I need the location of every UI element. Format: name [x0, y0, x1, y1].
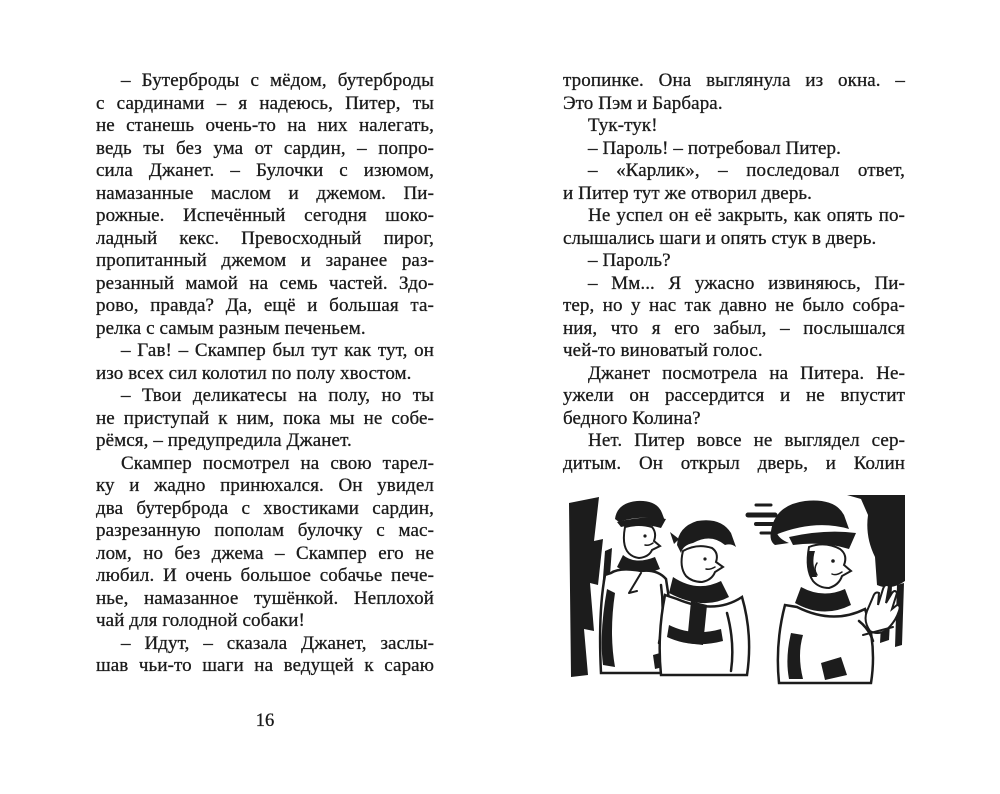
text-line: чей-то виноватый голос.	[563, 340, 763, 361]
text-line: – Пароль! – потребовал Питер.	[588, 137, 842, 159]
text-line: – Пароль?	[588, 250, 671, 271]
text-line: рёмся, – предупредила Джанет.	[96, 430, 352, 451]
text-line: изо всех сил колотил по полу хвостом.	[96, 362, 412, 384]
text-line: Нет. Питер вовсе не выглядел сер-	[588, 430, 905, 451]
text-line: пропитанный джемом и заранее раз-	[96, 250, 434, 271]
text-line: рожные. Испечённый сегодня шоко-	[96, 205, 434, 226]
text-line: ния, что я его забыл, – послышался	[563, 317, 905, 339]
text-line: ужели он рассердится и не впустит	[563, 385, 905, 406]
text-line: резанный мамой на семь частей. Здо-	[96, 272, 434, 294]
text-line: с сардинами – я надеюсь, Питер, ты	[96, 92, 434, 114]
text-line: рово, правда? Да, ещё и большая та-	[96, 295, 434, 316]
text-line: не станешь очень-то на них налегать,	[96, 115, 434, 136]
text-line: разрезанную пополам булочку с мас-	[96, 520, 434, 541]
text-line: ку и жадно принюхался. Он увидел	[96, 475, 434, 496]
text-line: – Бутерброды с мёдом, бутерброды	[121, 70, 434, 91]
text-line: Не успел он её закрыть, как опять по-	[588, 205, 905, 226]
text-line: сила Джанет. – Булочки с изюмом,	[96, 160, 434, 181]
right-page-text	[563, 70, 905, 475]
text-line: любил. И очень большое собачье пече-	[96, 565, 434, 586]
illustration-three-children	[565, 493, 906, 686]
text-line: – Идут, – сказала Джанет, заслы-	[121, 632, 434, 654]
text-line: дитым. Он открыл дверь, и Колин	[563, 452, 905, 474]
text-line: Джанет посмотрела на Питера. Не-	[588, 362, 905, 384]
left-page-text	[96, 70, 434, 678]
text-line: релка с самым разным печеньем.	[96, 317, 366, 339]
text-line: ладный кекс. Превосходный пирог,	[96, 227, 434, 249]
text-line: шав чьи-то шаги на ведущей к сараю	[96, 655, 434, 676]
text-line: не приступай к ним, пока мы не собе-	[96, 407, 434, 429]
text-line: Это Пэм и Барбара.	[563, 92, 723, 114]
text-line: чай для голодной собаки!	[96, 610, 305, 631]
text-line: Тук-тук!	[588, 115, 658, 136]
smoke-marks	[748, 505, 775, 533]
text-line: два бутерброда с хвостиками сардин,	[96, 497, 434, 519]
text-line: Скампер посмотрел на свою тарел-	[121, 452, 434, 474]
text-line: – Мм... Я ужасно извиняюсь, Пи-	[588, 272, 905, 294]
text-line: бедного Колина?	[563, 407, 701, 429]
text-line: слышались шаги и опять стук в дверь.	[563, 227, 877, 249]
text-line: – Гав! – Скампер был тут как тут, он	[121, 340, 434, 361]
text-line: лом, но без джема – Скампер его не	[96, 542, 434, 564]
text-line: ведь ты без ума от сардин, – попро-	[96, 137, 434, 159]
text-line: – «Карлик», – последовал ответ,	[588, 160, 905, 181]
text-line: тер, но у нас так давно не было собра-	[563, 295, 905, 316]
text-line: – Твои деликатесы на полу, но ты	[121, 385, 434, 406]
page-number: 16	[255, 711, 275, 731]
text-line: тропинке. Она выглянула из окна. –	[563, 70, 905, 91]
text-line: и Питер тут же отворил дверь.	[563, 182, 813, 204]
figure-boy-middle	[660, 520, 749, 675]
text-line: намазанные маслом и джемом. Пи-	[96, 182, 434, 204]
text-line: нье, намазанное тушёнкой. Неплохой	[96, 587, 434, 609]
